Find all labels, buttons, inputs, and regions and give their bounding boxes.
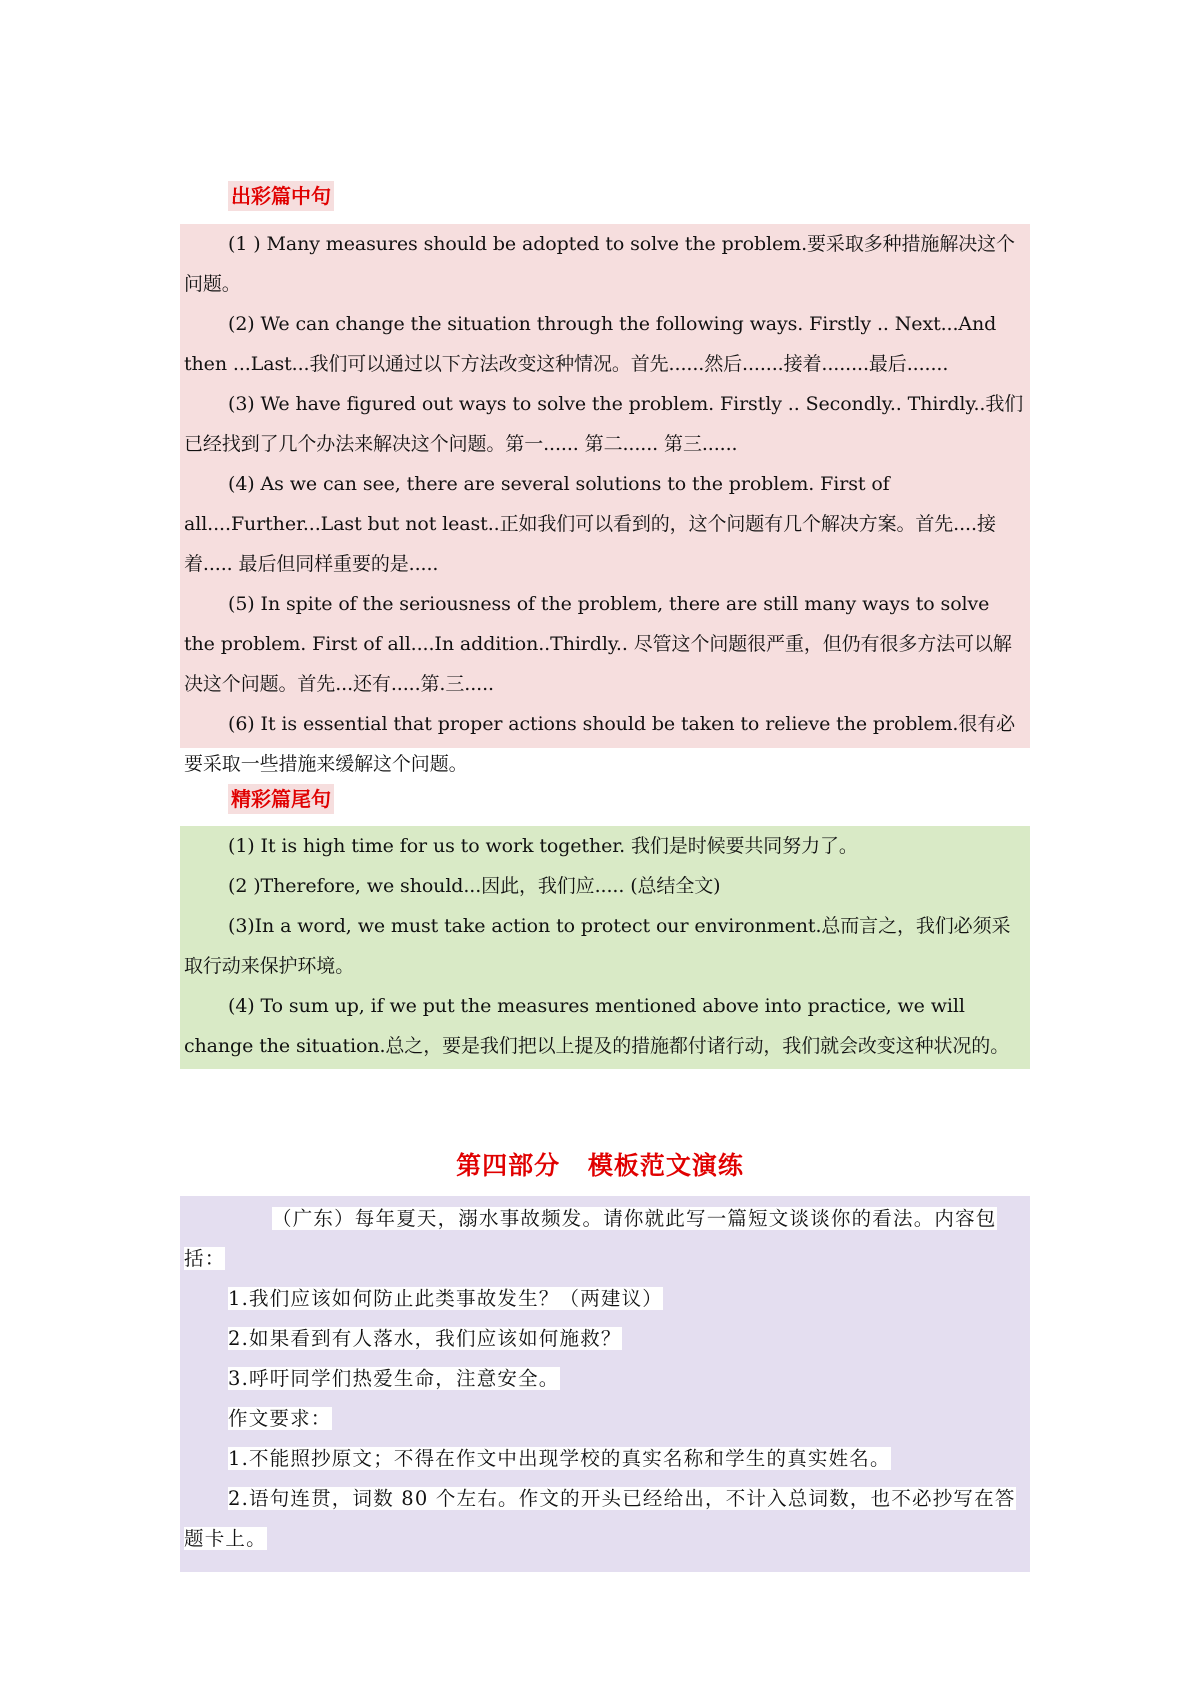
middle-sentence: (3) We have figured out ways to solve the problem. Firstly .. Secondly.. Thirdly..我们已经找到了几个办法来解决这个问题。第一...... 第二...... 第三...... <box>184 393 1024 455</box>
prompt-point <box>184 1319 1026 1359</box>
prompt-intro <box>184 1199 1026 1279</box>
middle-sentence: (4) As we can see, there are several solutions to the problem. First of all....Further...Last but not least..正如我们可以看到的，这个问题有几个解决方案。首先....接着..... 最后但同样重要的是..... <box>184 473 996 575</box>
ending-sentences-heading: 精彩篇尾句 <box>228 784 334 814</box>
requirement-item-text: 1.不能照抄原文；不得在作文中出现学校的真实名称和学生的真实姓名。 <box>228 1447 891 1470</box>
part-four-title: 第四部分 模板范文演练 <box>456 1151 744 1180</box>
middle-sentences-box <box>180 224 1030 775</box>
middle-sentences-heading: 出彩篇中句 <box>228 181 334 211</box>
prompt-point-text: 1.我们应该如何防止此类事故发生？（两建议） <box>228 1287 664 1310</box>
ending-sentence: (1) It is high time for us to work together. 我们是时候要共同努力了。 <box>228 835 858 857</box>
prompt-intro-text: （广东）每年夏天，溺水事故频发。请你就此写一篇短文谈谈你的看法。内容包括： <box>184 1207 997 1270</box>
middle-sentence: (1 ) Many measures should be adopted to solve the problem.要采取多种措施解决这个问题。 <box>184 233 1015 295</box>
middle-sentence: (5) In spite of the seriousness of the problem, there are still many ways to solve the problem. First of all....In addition..Thirdly.. 尽管这个问题很严重，但仍有很多方法可以解决这个问题。首先...还有.....第.三..... <box>184 593 1012 695</box>
middle-sentence: (2) We can change the situation through the following ways. Firstly .. Next...And then ...Last...我们可以通过以下方法改变这种情况。首先......然后.......接着........最后....... <box>184 313 997 375</box>
prompt-point-text: 3.呼吁同学们热爱生命，注意安全。 <box>228 1367 560 1390</box>
ending-sentence: (3)In a word, we must take action to protect our environment.总而言之，我们必须采取行动来保护环境。 <box>184 915 1011 977</box>
middle-sentence: (6) It is essential that proper actions should be taken to relieve the problem.很有必要采取一些措施来缓解这个问题。 <box>184 713 1016 775</box>
prompt-point-text: 2.如果看到有人落水，我们应该如何施救？ <box>228 1327 622 1350</box>
ending-sentence: (4) To sum up, if we put the measures mentioned above into practice, we will change the situation.总之，要是我们把以上提及的措施都付诸行动，我们就会改变这种状况的。 <box>184 995 1010 1057</box>
prompt-point <box>184 1279 1026 1319</box>
ending-sentences-box <box>180 826 1030 1069</box>
requirements-label <box>184 1399 1026 1439</box>
writing-prompt-box <box>180 1196 1030 1572</box>
ending-sentence: (2 )Therefore, we should...因此，我们应..... (总结全文) <box>228 875 721 897</box>
requirement-item <box>184 1439 1026 1479</box>
prompt-point <box>184 1359 1026 1399</box>
requirement-item-text: 2.语句连贯，词数 80 个左右。作文的开头已经给出，不计入总词数，也不必抄写在答题卡上。 <box>184 1487 1016 1550</box>
requirements-label-text: 作文要求： <box>228 1407 332 1430</box>
requirement-item <box>184 1479 1026 1559</box>
